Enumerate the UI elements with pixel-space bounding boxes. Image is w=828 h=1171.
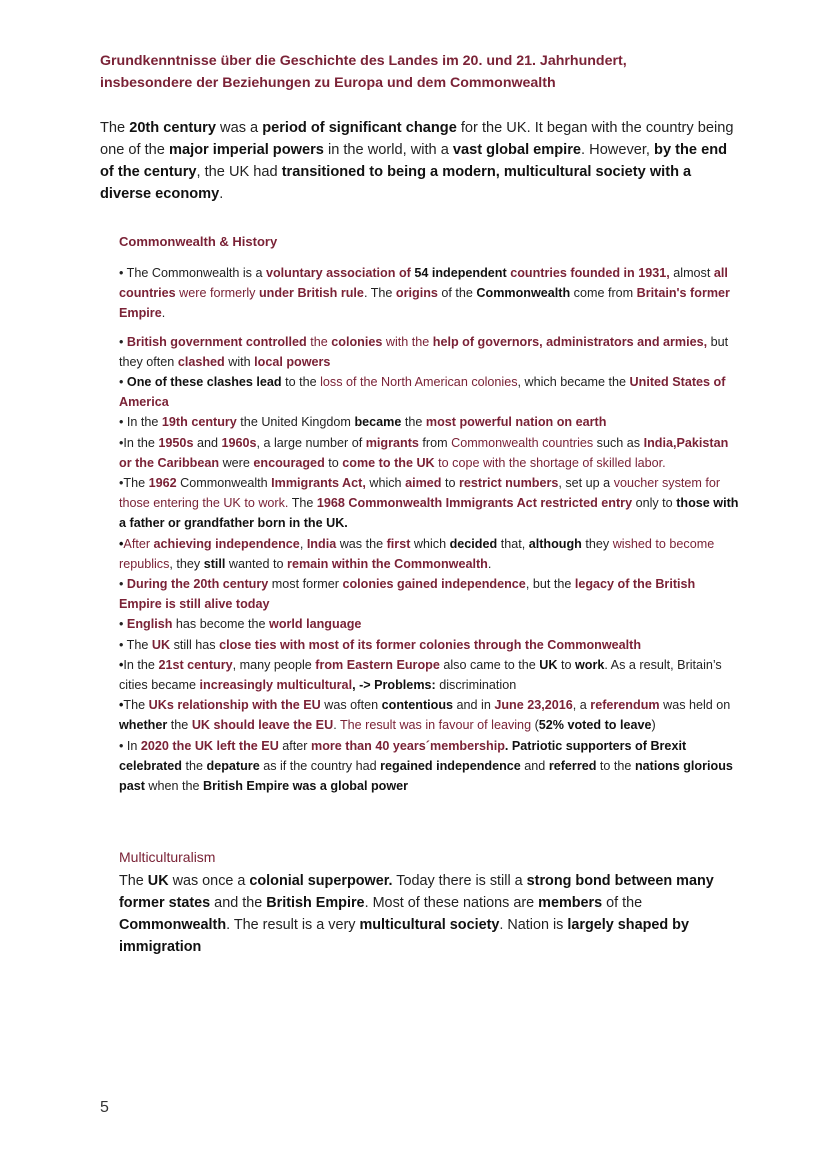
bullet-item (119, 614, 739, 634)
text-run: multicultural society (359, 917, 500, 933)
text-run: achieving independence (153, 536, 300, 551)
text-run: in the world, with a (323, 142, 453, 158)
bullet-item (119, 655, 739, 695)
text-run: • (119, 577, 127, 592)
text-run: loss of the North American colonies (320, 375, 518, 390)
text-run: 1968 Commonwealth Immigrants Act restricted entry (316, 496, 633, 511)
text-run: , a (572, 698, 591, 713)
text-run: was a (215, 120, 263, 136)
section-title-multiculturalism: Multiculturalism (119, 849, 216, 865)
text-run: such as (593, 435, 644, 450)
text-run: the (401, 415, 426, 430)
text-run: , but the (525, 577, 575, 592)
text-run: wished to become republics (119, 536, 715, 571)
text-run: British government controlled (126, 334, 307, 349)
text-run: and the (210, 895, 267, 911)
text-run: was the (336, 536, 387, 551)
text-run: Immigrants Act, (271, 476, 366, 491)
text-run: world language (269, 617, 362, 632)
text-run: , they (169, 556, 204, 571)
text-run: only to (632, 496, 677, 511)
text-run: British Empire (266, 895, 365, 911)
text-run: countries founded in 1931, (510, 266, 670, 280)
text-run: One of these clashes lead (126, 375, 282, 390)
text-run: After (123, 536, 154, 551)
text-run: . However, (581, 142, 655, 158)
text-run: • (119, 334, 127, 349)
bullet-item (119, 695, 739, 735)
text-run: when the (144, 779, 204, 794)
text-run: , set up a (558, 476, 614, 491)
text-run: the United Kingdom (236, 415, 355, 430)
text-run: . (487, 556, 492, 571)
text-run: United States of America (119, 375, 726, 410)
text-run: for the UK. It began with the country being one of the (100, 120, 734, 158)
text-run: English (126, 617, 173, 632)
text-run: vast global empire (452, 142, 582, 158)
text-run: The (119, 873, 148, 889)
text-run: 52% voted to leave (538, 718, 652, 733)
text-run: voluntary association of (265, 266, 415, 280)
text-run: discrimination (435, 678, 517, 693)
text-run: 1950s (158, 435, 194, 450)
text-run: ) (651, 718, 656, 733)
text-run: Commonwealth countries (451, 435, 594, 450)
text-run: UKs relationship with the EU (148, 698, 321, 713)
text-run: local powers (254, 354, 331, 369)
text-run: to cope with the shortage of skilled labor. (434, 455, 666, 470)
text-run: The (100, 120, 130, 136)
text-run: also came to the (439, 657, 540, 672)
text-run: Commonwealth (176, 476, 272, 491)
text-run: colonial superpower. (249, 873, 393, 889)
text-run: • (119, 536, 124, 551)
text-run: depature (206, 758, 260, 773)
text-run: work (574, 657, 605, 672)
text-run: , many people (232, 657, 316, 672)
text-run: . (219, 186, 224, 202)
text-run: •The (119, 476, 149, 491)
text-run: . As a result, Britain’s cities became (119, 657, 722, 693)
text-run: under British rule (258, 286, 364, 301)
text-run: ( (531, 718, 539, 733)
text-run: The result was in favour of leaving (339, 718, 532, 733)
text-run: . Most of these nations are (364, 895, 539, 911)
text-run: . Patriotic supporters of Brexit celebrated (119, 738, 687, 773)
text-run: has become the (172, 617, 270, 632)
text-run: 2020 the UK left the EU (140, 738, 279, 753)
text-run: remain within the Commonwealth (287, 556, 488, 571)
text-run: decided (449, 536, 498, 551)
text-run: referred (548, 758, 597, 773)
text-run: British Empire was a global power (203, 779, 409, 794)
text-run: the (167, 718, 192, 733)
text-run: to (557, 657, 575, 672)
text-run: referendum (590, 698, 660, 713)
text-run: The (123, 698, 149, 713)
text-run: that, (497, 536, 529, 551)
text-run: to (324, 455, 343, 470)
text-run: most former (268, 577, 343, 592)
text-run: . (161, 306, 166, 321)
text-run: legacy of the British Empire is still alive today (119, 577, 696, 612)
bullet-item (119, 263, 739, 324)
text-run: and (193, 435, 222, 450)
bullet-item (119, 412, 739, 432)
text-run: although (528, 536, 582, 551)
text-run: and (520, 758, 549, 773)
text-run: they (581, 536, 613, 551)
text-run: but they often (119, 334, 729, 369)
page-number: 5 (100, 1099, 109, 1116)
text-run: transitioned to being a modern, multicultural society with a diverse economy (100, 164, 692, 202)
text-run: was often (320, 698, 382, 713)
text-run: • (119, 698, 124, 713)
text-run: wanted to (225, 556, 288, 571)
text-run: still has (170, 637, 220, 652)
bullet-item (119, 635, 739, 655)
text-run: which (410, 536, 450, 551)
text-run: , -> Problems: (352, 678, 436, 693)
text-run: Today there is still a (392, 873, 527, 889)
text-run: after (278, 738, 311, 753)
text-run: , which became the (517, 375, 630, 390)
text-run: •In the (119, 435, 159, 450)
bullet-item (119, 534, 739, 574)
text-run: were (219, 455, 254, 470)
text-run: strong bond between many former states (119, 873, 714, 911)
text-run: to the (281, 375, 321, 390)
text-run: • The Commonwealth is a (119, 266, 266, 280)
text-run: Britain's former Empire (119, 286, 730, 321)
text-run: contentious (381, 698, 454, 713)
text-run: was held on (659, 698, 731, 713)
bullet-item (119, 736, 739, 797)
text-run: • In the (119, 415, 162, 430)
text-run: and in (453, 698, 495, 713)
text-run: the (306, 334, 332, 349)
text-run: • (119, 375, 127, 390)
text-run: Commonwealth (119, 917, 227, 933)
bullet-item (119, 433, 739, 473)
text-run: , a large number of (256, 435, 366, 450)
text-run: 20th century (129, 120, 216, 136)
text-run: , the UK had (196, 164, 282, 180)
text-run: with (224, 354, 255, 369)
text-run: regained independence (380, 758, 521, 773)
text-run: period of significant change (262, 120, 457, 136)
text-run: Commonwealth (476, 286, 571, 301)
bullet-item (119, 372, 739, 412)
text-run: UK (151, 637, 171, 652)
text-run: India (306, 536, 337, 551)
text-run: increasingly multicultural (199, 678, 353, 693)
multiculturalism-paragraph (119, 870, 739, 958)
text-run: In the (123, 657, 159, 672)
intro-paragraph (100, 117, 740, 205)
text-run: more than 40 years´membership (311, 738, 505, 753)
text-run: The (288, 496, 317, 511)
text-run: , (299, 536, 307, 551)
text-run: origins (395, 286, 438, 301)
text-run: close ties with most of its former colonies through the Commonwealth (219, 637, 642, 652)
text-run: • The (119, 637, 152, 652)
text-run: come from (570, 286, 637, 301)
text-run: . The (363, 286, 396, 301)
text-run: June 23,2016 (494, 698, 573, 713)
bullet-list (119, 263, 739, 796)
text-run: 19th century (161, 415, 237, 430)
text-run: to the (596, 758, 635, 773)
text-run: • (119, 657, 124, 672)
bullet-item (119, 332, 739, 372)
text-run: clashed (177, 354, 225, 369)
heading-line-1: Grundkenntnisse über die Geschichte des Landes im 20. und 21. Jahrhundert, (100, 53, 627, 69)
text-run: aimed (405, 476, 442, 491)
text-run: encouraged (253, 455, 325, 470)
text-run: . The result is a very (226, 917, 360, 933)
bullet-item (119, 574, 739, 614)
text-run: 1960s (221, 435, 257, 450)
section-title-commonwealth-history: Commonwealth & History (119, 234, 278, 249)
text-run: 21st century (158, 657, 233, 672)
bullet-item (119, 473, 739, 534)
text-run: • (119, 617, 127, 632)
text-run: • In (119, 738, 141, 753)
text-run: most powerful nation on earth (425, 415, 607, 430)
text-run: major imperial powers (168, 142, 324, 158)
text-run: migrants (365, 435, 419, 450)
text-run: of the (437, 286, 477, 301)
text-run: whether (119, 718, 168, 733)
text-run: from Eastern Europe (315, 657, 440, 672)
text-run: 54 independent (414, 266, 511, 280)
text-run: became (354, 415, 402, 430)
text-run: the (182, 758, 207, 773)
text-run: from (418, 435, 452, 450)
text-run: India,Pakistan or the Caribbean (119, 435, 729, 470)
text-run: come to the UK (342, 455, 435, 470)
text-run: first (386, 536, 411, 551)
text-run: to (441, 476, 459, 491)
text-run: almost (669, 266, 714, 280)
text-run: as if the country had (259, 758, 381, 773)
text-run: was once a (168, 873, 250, 889)
text-run: which (365, 476, 406, 491)
text-run: all countries (119, 266, 728, 301)
text-run: UK (147, 873, 169, 889)
text-run: . (333, 718, 340, 733)
text-run: restrict numbers (458, 476, 559, 491)
text-run: colonies gained independence (342, 577, 526, 592)
text-run: still (203, 556, 226, 571)
text-run: help of governors, administrators and armies, (432, 334, 708, 349)
heading-line-2: insbesondere der Beziehungen zu Europa und dem Commonwealth (100, 75, 556, 91)
text-run: with the (382, 334, 433, 349)
text-run: were formerly (175, 286, 259, 301)
text-run: those with a father or grandfather born in the UK. (119, 496, 739, 531)
text-run: colonies (331, 334, 383, 349)
text-run: members (538, 895, 603, 911)
text-run: 1962 (148, 476, 177, 491)
text-run: . Nation is (499, 917, 568, 933)
text-run: of the (602, 895, 643, 911)
text-run: nations glorious past (119, 758, 733, 794)
text-run: voucher system for those entering the UK to work. (119, 476, 721, 511)
text-run: UK should leave the EU (191, 718, 334, 733)
page-heading (100, 50, 740, 94)
text-run: UK (539, 657, 558, 672)
text-run: largely shaped by immigration (119, 917, 689, 955)
text-run: by the end of the century (100, 142, 728, 180)
text-run: During the 20th century (126, 577, 269, 592)
